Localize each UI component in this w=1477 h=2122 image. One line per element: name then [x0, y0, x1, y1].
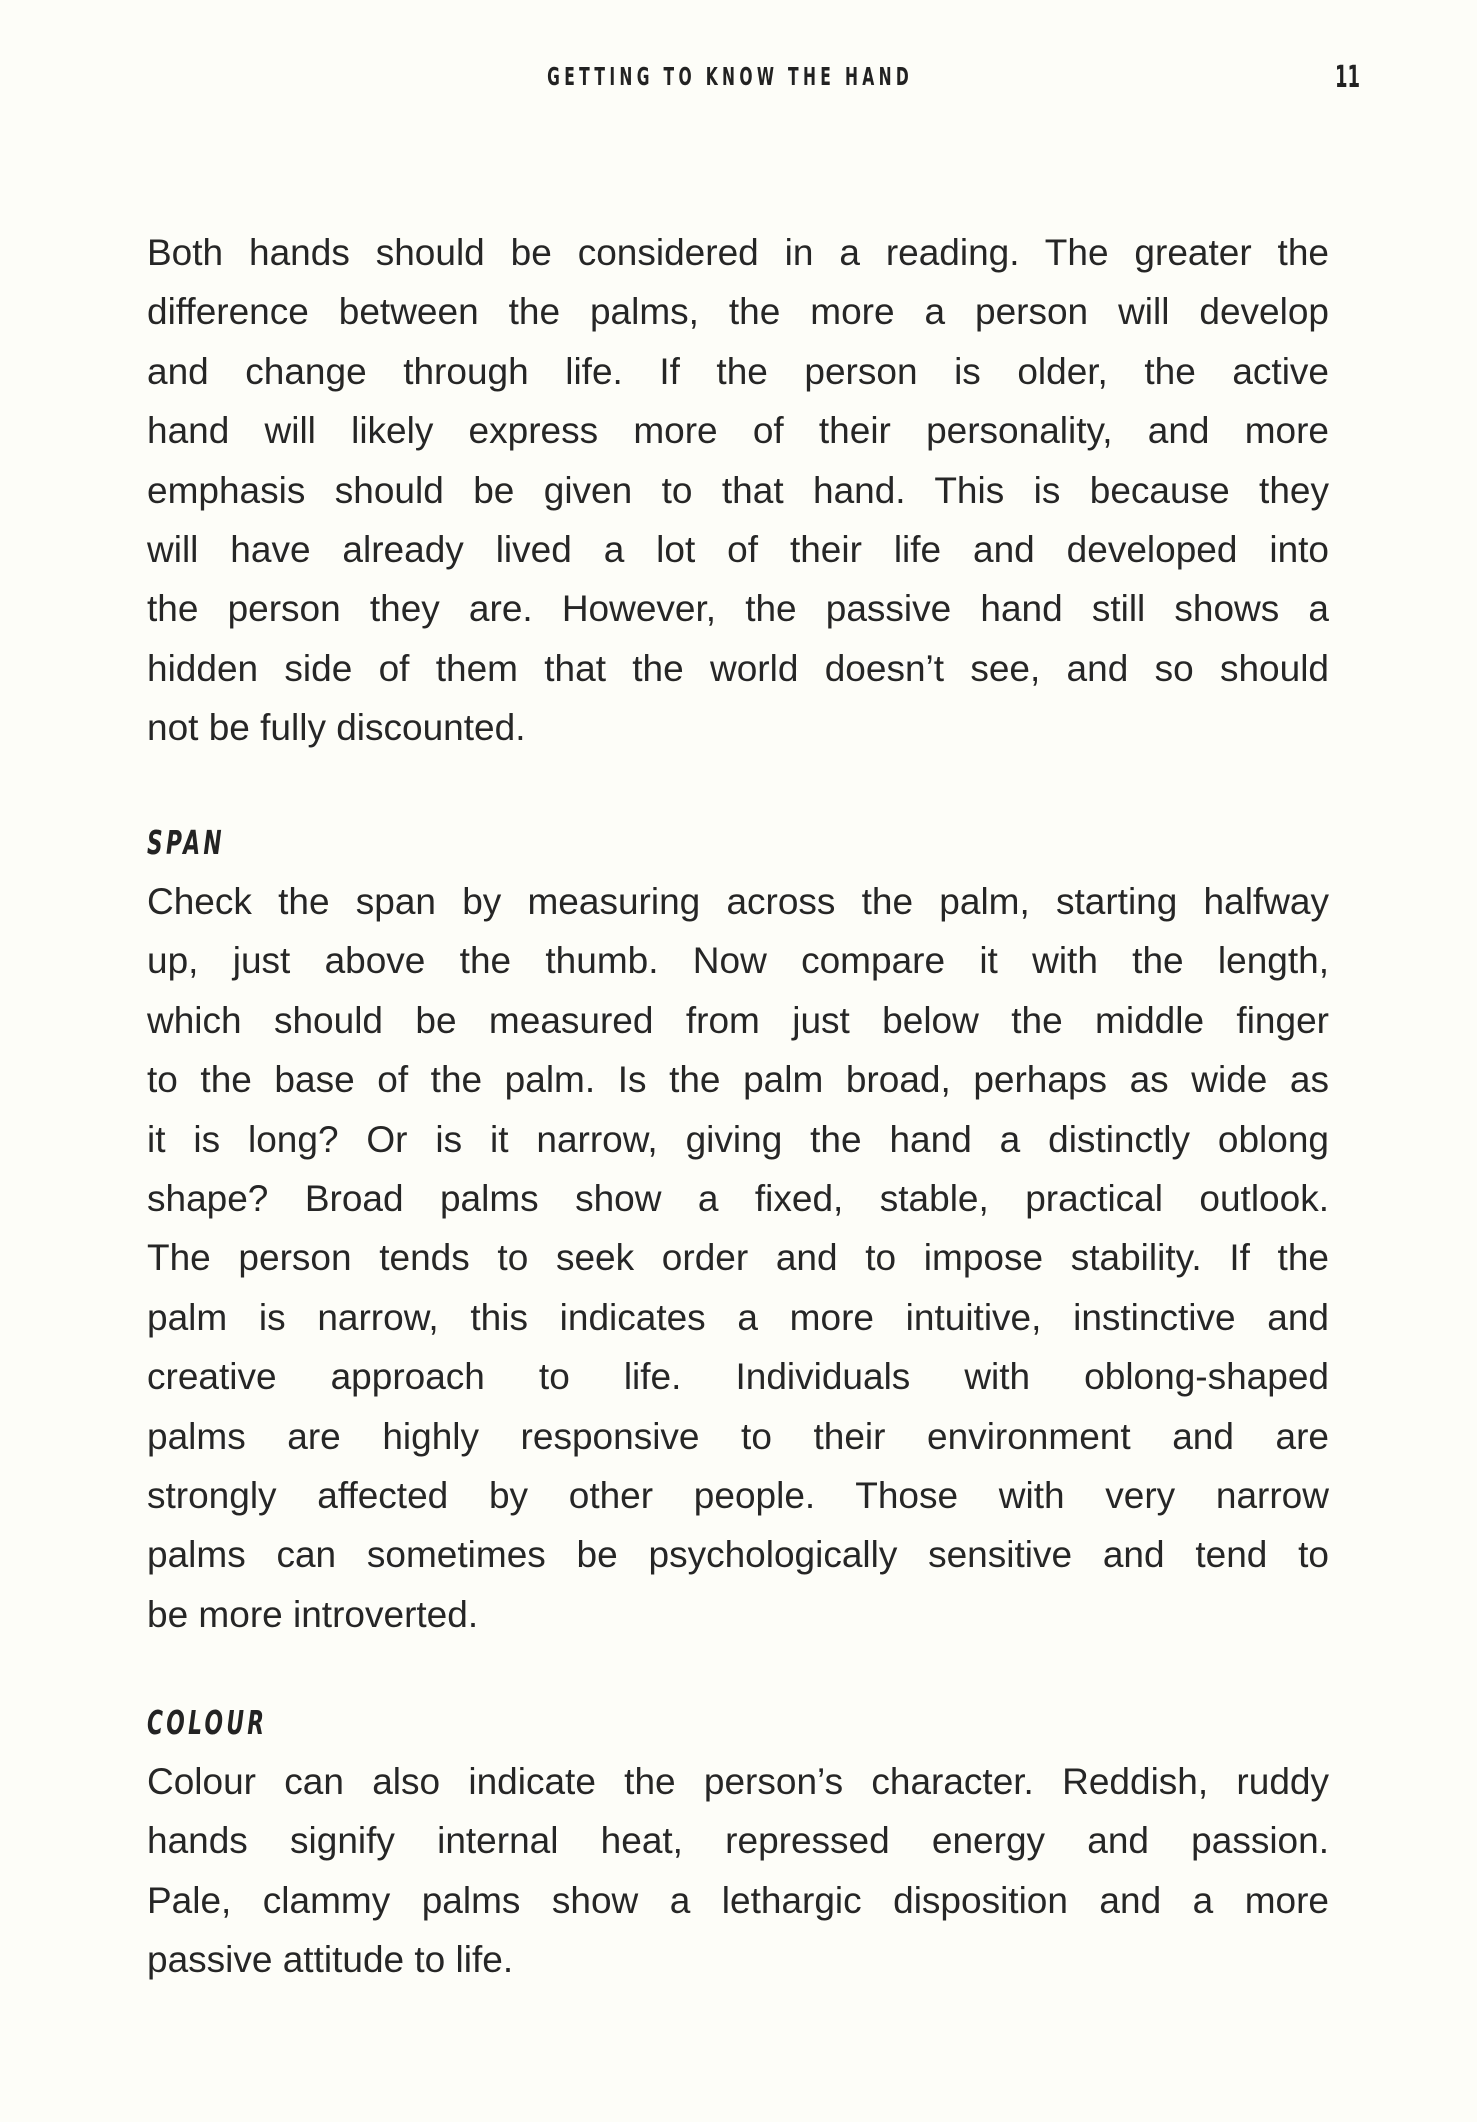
text-line: palms can sometimes be psychologically sensitive and tend to	[147, 1534, 1329, 1576]
colour-paragraph	[147, 1752, 1329, 1990]
intro-paragraph	[147, 223, 1329, 758]
page-number: 11	[1335, 60, 1361, 95]
text-line: passive attitude to life.	[147, 1939, 514, 1981]
section-heading-colour: COLOUR	[147, 1703, 268, 1742]
text-line: emphasis should be given to that hand. This is because they	[147, 469, 1329, 511]
text-line: will have already lived a lot of their life and developed into	[147, 528, 1329, 570]
text-line: shape? Broad palms show a fixed, stable, practical outlook.	[147, 1177, 1329, 1219]
text-line: hands signify internal heat, repressed energy and passion.	[147, 1820, 1329, 1862]
text-line: hand will likely express more of their personality, and more	[147, 410, 1329, 452]
text-line: difference between the palms, the more a person will develop	[147, 291, 1329, 333]
text-line: be more introverted.	[147, 1593, 479, 1635]
text-line: it is long? Or is it narrow, giving the hand a distinctly oblong	[147, 1118, 1329, 1160]
running-head-title: GETTING TO KNOW THE HAND	[547, 62, 914, 91]
text-line: which should be measured from just below the middle finger	[147, 999, 1329, 1041]
text-line: The person tends to seek order and to impose stability. If the	[147, 1237, 1329, 1279]
running-head	[0, 62, 1477, 91]
text-line: the person they are. However, the passive hand still shows a	[147, 588, 1329, 630]
text-line: not be fully discounted.	[147, 707, 526, 749]
text-line: palms are highly responsive to their environment and are	[147, 1415, 1329, 1457]
text-line: Check the span by measuring across the palm, starting halfway	[147, 881, 1329, 922]
span-paragraph	[147, 872, 1329, 1644]
text-line: to the base of the palm. Is the palm broad, perhaps as wide as	[147, 1059, 1329, 1101]
text-line: and change through life. If the person is older, the active	[147, 350, 1329, 392]
text-line: up, just above the thumb. Now compare it with the length,	[147, 940, 1329, 982]
text-line: strongly affected by other people. Those with very narrow	[147, 1474, 1329, 1516]
text-line: Both hands should be considered in a reading. The greater the	[147, 232, 1329, 273]
text-line: Colour can also indicate the person’s character. Reddish, ruddy	[147, 1761, 1329, 1802]
text-line: Pale, clammy palms show a lethargic disposition and a more	[147, 1879, 1329, 1921]
text-line: palm is narrow, this indicates a more intuitive, instinctive and	[147, 1296, 1329, 1338]
text-line: creative approach to life. Individuals with oblong-shaped	[147, 1356, 1329, 1398]
section-heading-span: SPAN	[147, 823, 225, 862]
text-line: hidden side of them that the world doesn’t see, and so should	[147, 647, 1329, 689]
